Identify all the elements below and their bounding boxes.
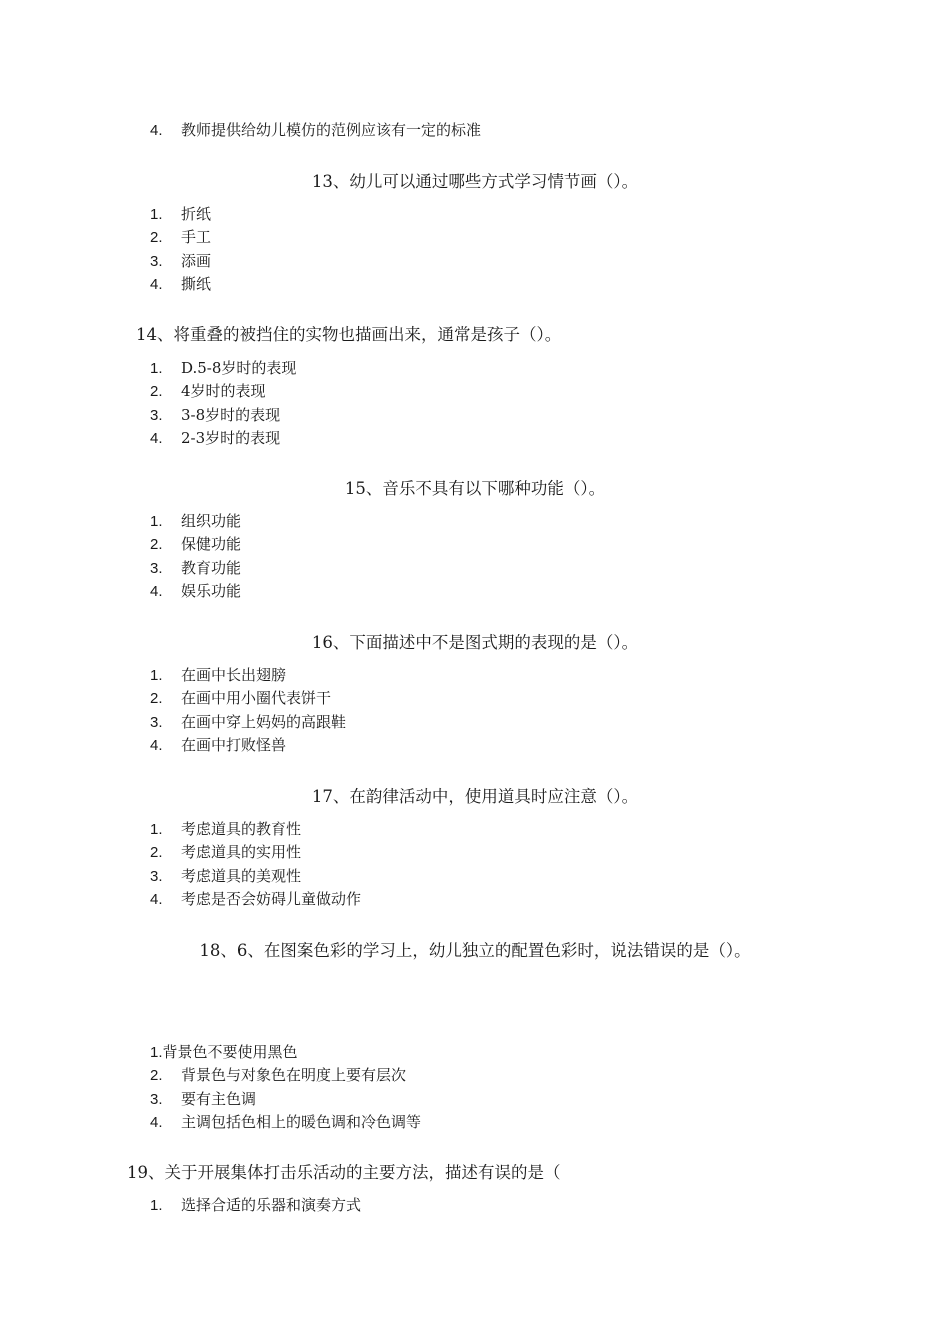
option-text: 3-8岁时的表现 (181, 405, 281, 424)
option-text: 要有主色调 (181, 1089, 257, 1108)
option-text: 2-3岁时的表现 (181, 428, 281, 447)
option-number: 1. (150, 206, 163, 223)
option-item (150, 250, 211, 273)
option-number: 4. (150, 1113, 163, 1131)
option-number: 2. (150, 844, 163, 862)
option-number: 4. (150, 890, 163, 908)
option-number: 1. (150, 360, 163, 377)
option-item (150, 226, 211, 249)
option-item (150, 734, 346, 757)
option-number: 1. (150, 821, 163, 838)
option-text: 在画中穿上妈妈的高跟鞋 (181, 712, 347, 731)
option-item (150, 533, 241, 556)
option-text: 在画中长出翅膀 (181, 666, 287, 684)
option-text: 选择合适的乐器和演奏方式 (181, 1196, 362, 1214)
question-title-14: 14、将重叠的被挡住的实物也描画出来，通常是孩子（）。 (136, 325, 562, 344)
option-number: 3. (150, 559, 163, 577)
question-options-14 (150, 357, 296, 450)
option-text: 考虑道具的美观性 (181, 866, 302, 885)
option-item (150, 818, 361, 841)
option-text: 保健功能 (181, 535, 242, 554)
option-text: 添画 (181, 251, 212, 270)
option-number: 2. (150, 690, 163, 708)
option-text: 娱乐功能 (181, 581, 242, 600)
question-options-13 (150, 203, 211, 296)
option-item (150, 687, 346, 710)
option-text: 考虑道具的实用性 (181, 843, 302, 862)
option-item (150, 865, 361, 888)
question-title-18: 18、6、在图案色彩的学习上，幼儿独立的配置色彩时，说法错误的是（）。 (199, 941, 751, 960)
option-number: 1. (150, 1197, 163, 1214)
question-options-18 (150, 1041, 421, 1134)
question-title-19: 19、关于开展集体打击乐活动的主要方法，描述有误的是（ (127, 1163, 561, 1182)
question-options-16 (150, 664, 346, 757)
option-number: 2. (150, 1067, 163, 1085)
option-number: 2. (150, 383, 163, 401)
option-item (150, 203, 211, 226)
question-title-13: 13、幼儿可以通过哪些方式学习情节画（）。 (311, 172, 639, 191)
option-text: 在画中打败怪兽 (181, 735, 287, 754)
option-number: 2. (150, 536, 163, 554)
option-text: 在画中用小圈代表饼干 (181, 689, 332, 708)
question-title-16: 16、下面描述中不是图式期的表现的是（）。 (311, 633, 639, 652)
option-number: 4. (150, 122, 163, 139)
option-number: 1. (150, 667, 163, 684)
option-number: 4. (150, 429, 163, 447)
option-text: 教师提供给幼儿模仿的范例应该有一定的标准 (181, 121, 482, 139)
question-options-17 (150, 818, 361, 911)
question-title-17: 17、在韵律活动中，使用道具时应注意（）。 (311, 787, 639, 806)
previous-question-options (150, 119, 481, 142)
question-options-15 (150, 510, 241, 603)
option-item (150, 119, 481, 142)
option-item (150, 427, 296, 450)
option-number: 4. (150, 582, 163, 600)
option-item (150, 841, 361, 864)
option-text: 折纸 (181, 205, 212, 223)
option-item (150, 888, 361, 911)
option-item (150, 1111, 421, 1134)
option-text: 手工 (181, 228, 212, 247)
option-item (150, 664, 346, 687)
option-text: 撕纸 (181, 274, 212, 293)
option-text: 背景色不要使用黑色 (162, 1043, 298, 1061)
option-item (150, 1041, 421, 1064)
option-text: 背景色与对象色在明度上要有层次 (181, 1066, 407, 1085)
question-title-15: 15、音乐不具有以下哪种功能（）。 (344, 479, 606, 498)
option-item (150, 380, 296, 403)
option-number: 1. (150, 1044, 163, 1061)
option-item (150, 1064, 421, 1087)
option-text: 组织功能 (181, 512, 242, 530)
option-text: 考虑道具的教育性 (181, 820, 302, 838)
option-item (150, 580, 241, 603)
option-item (150, 711, 346, 734)
option-number: 3. (150, 1090, 163, 1108)
option-number: 3. (150, 867, 163, 885)
option-text: 教育功能 (181, 558, 242, 577)
option-number: 4. (150, 275, 163, 293)
option-number: 3. (150, 406, 163, 424)
option-item (150, 557, 241, 580)
option-number: 2. (150, 229, 163, 247)
question-options-19 (150, 1194, 361, 1217)
option-item (150, 1088, 421, 1111)
option-number: 4. (150, 736, 163, 754)
option-text: D.5-8岁时的表现 (181, 359, 297, 377)
option-item (150, 404, 296, 427)
option-text: 考虑是否会妨碍儿童做动作 (181, 889, 362, 908)
option-number: 1. (150, 513, 163, 530)
option-item (150, 510, 241, 533)
option-text: 4岁时的表现 (181, 382, 266, 401)
option-text: 主调包括色相上的暖色调和冷色调等 (181, 1112, 422, 1131)
option-item (150, 357, 296, 380)
option-item (150, 273, 211, 296)
option-number: 3. (150, 252, 163, 270)
option-item (150, 1194, 361, 1217)
option-number: 3. (150, 713, 163, 731)
